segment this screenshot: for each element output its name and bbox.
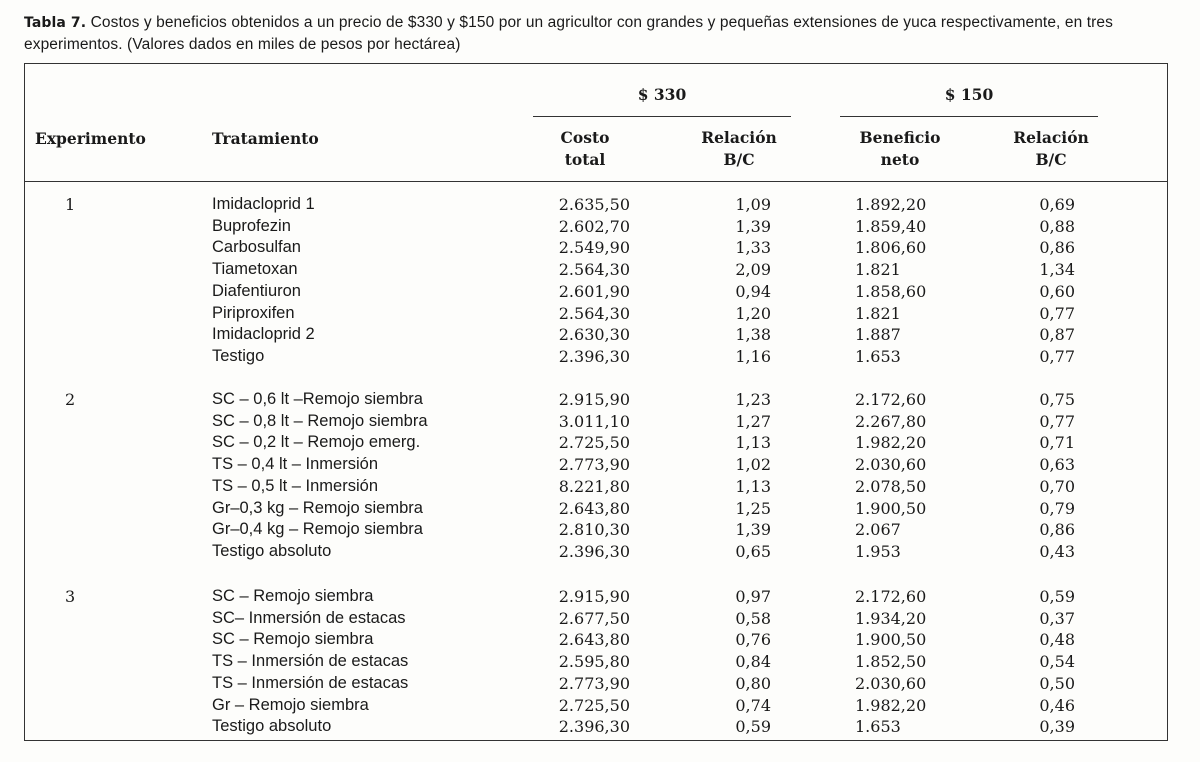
header-experimento: Experimento [35, 129, 146, 148]
beneficio-neto-cell: 1.934,20 [855, 608, 927, 628]
relacion-150-cell: 0,77 [1039, 303, 1075, 323]
relacion-150-cell: 0,79 [1039, 498, 1075, 518]
header-tratamiento: Tratamiento [212, 129, 319, 148]
relacion-330-cell: 0,97 [735, 587, 771, 606]
experiment-number: 3 [65, 587, 76, 606]
beneficio-neto-cell: 2.172,60 [855, 390, 927, 409]
relacion-330-cell: 1,20 [735, 303, 771, 323]
costo-total-cell: 2.630,30 [558, 325, 630, 345]
costo-total-cell: 3.011,10 [558, 411, 630, 431]
beneficio-neto-cell: 2.078,50 [855, 476, 927, 496]
beneficio-neto-cell: 1.852,50 [855, 652, 927, 672]
relacion-330-cell: 0,58 [735, 608, 771, 628]
costo-total-cell: 2.773,90 [558, 673, 630, 693]
relacion-330-cell: 1,13 [735, 476, 771, 496]
beneficio-neto-cell: 1.859,40 [855, 216, 927, 236]
treatment-cell: Testigo [212, 346, 265, 365]
caption-text: Costos y beneficios obtenidos a un precio de $330 y $150 por un agricultor con grandes y pequeñas extensiones de yuca respectivamente, en tres experimentos. (Valores dados en miles de pesos por hectárea) [24, 14, 1113, 53]
treatment-cell: TS – 0,4 lt – Inmersión [212, 455, 378, 474]
relacion-330-cell: 1,25 [735, 498, 771, 518]
relacion-150-cell: 0,88 [1039, 216, 1075, 236]
beneficio-neto-cell: 1.821 [855, 303, 901, 323]
treatment-cell: Gr–0,3 kg – Remojo siembra [212, 498, 423, 517]
relacion-150-cell: 0,71 [1039, 433, 1075, 453]
relacion-150-cell: 0,86 [1039, 520, 1075, 540]
relacion-330-cell: 1,13 [735, 433, 771, 453]
treatment-cell: Piriproxifen [212, 303, 295, 322]
relacion-150-cell: 0,77 [1039, 346, 1075, 366]
costo-total-cell: 2.601,90 [558, 281, 630, 301]
treatment-cell: Carbosulfan [212, 238, 301, 257]
relacion-330-cell: 1,16 [735, 346, 771, 366]
header-beneficio-neto: Beneficio neto [859, 128, 941, 169]
beneficio-neto-cell: 1.982,20 [855, 433, 927, 453]
header-divider [25, 181, 1167, 182]
treatment-cell: TS – Inmersión de estacas [212, 652, 409, 671]
costo-total-cell: 2.564,30 [558, 303, 630, 323]
relacion-150-cell: 0,69 [1039, 195, 1075, 214]
beneficio-neto-cell: 2.067 [855, 520, 901, 540]
costo-total-cell: 2.773,90 [558, 455, 630, 475]
relacion-330-cell: 0,59 [735, 717, 771, 737]
beneficio-neto-cell: 1.892,20 [855, 195, 927, 214]
relacion-150-cell: 0,54 [1039, 652, 1075, 672]
relacion-150-cell: 0,37 [1039, 608, 1075, 628]
relacion-330-cell: 1,23 [735, 390, 771, 409]
costo-total-cell: 2.595,80 [558, 652, 630, 672]
treatment-cell: SC – 0,2 lt – Remojo emerg. [212, 433, 421, 452]
costo-total-cell: 2.725,50 [558, 433, 630, 453]
caption-label: Tabla 7. [24, 15, 87, 31]
relacion-330-cell: 0,74 [735, 695, 771, 715]
relacion-150-cell: 0,60 [1039, 281, 1075, 301]
treatment-cell: Diafentiuron [212, 281, 301, 300]
costo-total-cell: 8.221,80 [558, 476, 630, 496]
costo-total-cell: 2.564,30 [558, 260, 630, 280]
treatment-cell: Gr – Remojo siembra [212, 695, 369, 714]
treatment-cell: SC – Remojo siembra [212, 630, 374, 649]
relacion-330-cell: 2,09 [735, 260, 771, 280]
treatment-cell: Testigo absoluto [212, 717, 332, 736]
relacion-150-cell: 0,50 [1039, 673, 1075, 693]
relacion-330-cell: 0,84 [735, 652, 771, 672]
relacion-150-cell: 0,75 [1039, 390, 1075, 409]
group-150-rule [840, 116, 1098, 117]
header-group-330: $ 330 [637, 85, 687, 104]
costo-total-cell: 2.396,30 [558, 541, 630, 561]
beneficio-neto-cell: 1.821 [855, 260, 901, 280]
relacion-330-cell: 0,65 [735, 541, 771, 561]
header-relacion-330: Relación B/C [701, 128, 777, 169]
beneficio-neto-cell: 1.806,60 [855, 238, 927, 258]
relacion-150-cell: 0,43 [1039, 541, 1075, 561]
relacion-330-cell: 1,02 [735, 455, 771, 475]
treatment-cell: TS – Inmersión de estacas [212, 673, 409, 692]
beneficio-neto-cell: 2.030,60 [855, 673, 927, 693]
table-caption [24, 12, 1184, 55]
relacion-150-cell: 0,46 [1039, 695, 1075, 715]
relacion-150-cell: 1,34 [1039, 260, 1075, 280]
experiment-number: 1 [65, 195, 76, 214]
header-costo-total: Costo total [560, 128, 610, 169]
costo-total-cell: 2.643,80 [558, 498, 630, 518]
relacion-150-cell: 0,59 [1039, 587, 1075, 606]
experiment-number: 2 [65, 390, 76, 409]
treatment-cell: Testigo absoluto [212, 541, 332, 560]
treatment-cell: SC – Remojo siembra [212, 587, 374, 605]
costo-total-cell: 2.396,30 [558, 346, 630, 366]
beneficio-neto-cell: 1.653 [855, 346, 901, 366]
beneficio-neto-cell: 2.267,80 [855, 411, 927, 431]
relacion-330-cell: 1,39 [735, 520, 771, 540]
beneficio-neto-cell: 1.858,60 [855, 281, 927, 301]
beneficio-neto-cell: 1.953 [855, 541, 901, 561]
relacion-150-cell: 0,48 [1039, 630, 1075, 650]
relacion-150-cell: 0,86 [1039, 238, 1075, 258]
costo-total-cell: 2.677,50 [558, 608, 630, 628]
treatment-cell: Gr–0,4 kg – Remojo siembra [212, 520, 423, 539]
relacion-330-cell: 1,39 [735, 216, 771, 236]
relacion-150-cell: 0,87 [1039, 325, 1075, 345]
header-relacion-150: Relación B/C [1013, 128, 1089, 169]
relacion-330-cell: 1,09 [735, 195, 771, 214]
costo-total-cell: 2.725,50 [558, 695, 630, 715]
costo-total-cell: 2.635,50 [558, 195, 630, 214]
treatment-cell: Buprofezin [212, 216, 291, 235]
header-group-150: $ 150 [944, 85, 994, 104]
beneficio-neto-cell: 1.653 [855, 717, 901, 737]
relacion-150-cell: 0,63 [1039, 455, 1075, 475]
beneficio-neto-cell: 1.887 [855, 325, 901, 345]
treatment-cell: SC – 0,8 lt – Remojo siembra [212, 411, 428, 430]
relacion-330-cell: 1,27 [735, 411, 771, 431]
relacion-150-cell: 0,39 [1039, 717, 1075, 737]
relacion-330-cell: 1,38 [735, 325, 771, 345]
beneficio-neto-cell: 1.982,20 [855, 695, 927, 715]
costo-total-cell: 2.915,90 [558, 390, 630, 409]
beneficio-neto-cell: 2.172,60 [855, 587, 927, 606]
beneficio-neto-cell: 1.900,50 [855, 630, 927, 650]
group-330-rule [533, 116, 791, 117]
treatment-cell: SC– Inmersión de estacas [212, 608, 406, 627]
costo-total-cell: 2.915,90 [558, 587, 630, 606]
treatment-cell: TS – 0,5 lt – Inmersión [212, 476, 378, 495]
costo-total-cell: 2.810,30 [558, 520, 630, 540]
relacion-330-cell: 0,94 [735, 281, 771, 301]
treatment-cell: Imidacloprid 1 [212, 195, 315, 213]
beneficio-neto-cell: 2.030,60 [855, 455, 927, 475]
relacion-150-cell: 0,77 [1039, 411, 1075, 431]
costo-total-cell: 2.396,30 [558, 717, 630, 737]
treatment-cell: Imidacloprid 2 [212, 325, 315, 344]
costo-total-cell: 2.549,90 [558, 238, 630, 258]
relacion-150-cell: 0,70 [1039, 476, 1075, 496]
treatment-cell: SC – 0,6 lt –Remojo siembra [212, 390, 423, 408]
beneficio-neto-cell: 1.900,50 [855, 498, 927, 518]
treatment-cell: Tiametoxan [212, 260, 298, 279]
costo-total-cell: 2.602,70 [558, 216, 630, 236]
data-table [24, 63, 1168, 741]
costo-total-cell: 2.643,80 [558, 630, 630, 650]
relacion-330-cell: 0,76 [735, 630, 771, 650]
relacion-330-cell: 0,80 [735, 673, 771, 693]
relacion-330-cell: 1,33 [735, 238, 771, 258]
